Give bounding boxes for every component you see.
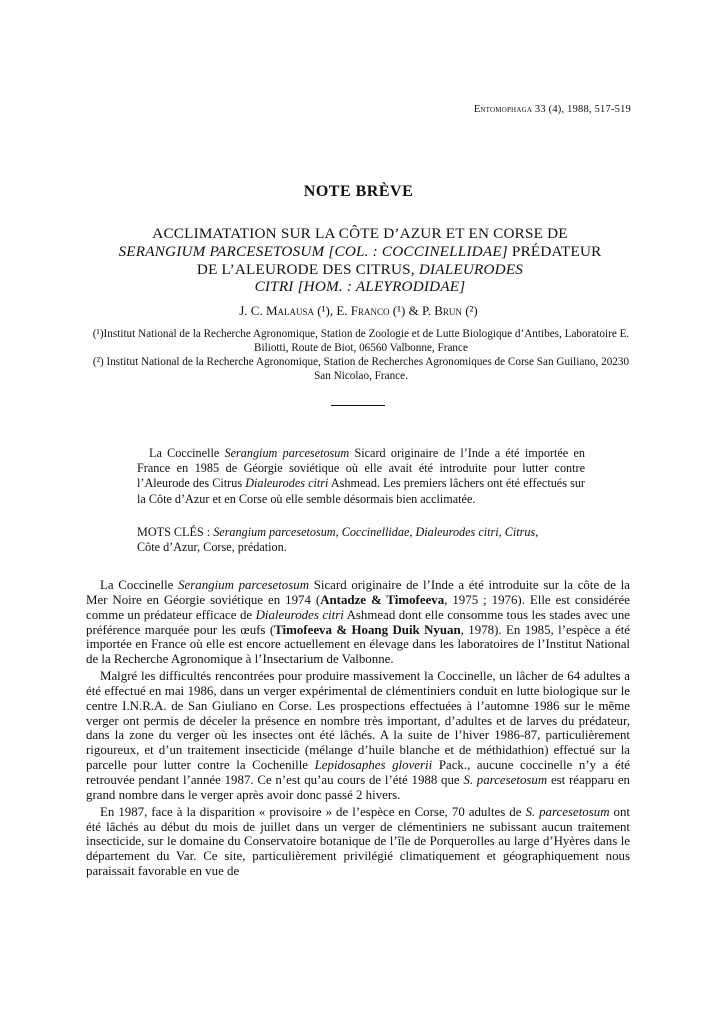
p3-species-1: S. parcesetosum xyxy=(525,804,610,819)
title-family-1: [COL. : COCCINELLIDAE] xyxy=(328,242,508,260)
title-family-2: [HOM. : ALEYRODIDAE] xyxy=(297,278,466,296)
p1-text-d: Ashmead dont elle consomme tous les stades avec une préférence marquée pour les œufs ( xyxy=(86,607,630,637)
keywords-italic: Serangium parcesetosum, Coccinellidae, Dialeurodes citri, Citrus, xyxy=(213,525,539,539)
author-3-initials: P. xyxy=(421,303,435,318)
abstract-text-2: Sicard originaire de l’Inde a été importée en France en 1985 de Géorgie soviétique où elle avait été introduite pour lutter contre l’Aleurode des Citrus xyxy=(137,446,585,491)
p2-species-2: S. parcesetosum xyxy=(463,772,548,787)
keywords-label: MOTS CLÉS : xyxy=(137,525,214,539)
title-genus: DIALEURODES xyxy=(418,260,524,278)
p1-species-1: Serangium parcesetosum xyxy=(178,578,310,592)
title-species: SERANGIUM PARCESETOSUM xyxy=(118,242,325,260)
author-2-name: Franco xyxy=(350,303,390,318)
author-2-initials: E. xyxy=(336,303,351,318)
title-species-2: CITRI xyxy=(254,278,294,296)
article-title xyxy=(80,225,640,296)
keywords-rest: Côte d’Azur, Corse, prédation. xyxy=(137,540,287,555)
author-1-initials: J. C. xyxy=(239,303,266,318)
note-label: NOTE BRÈVE xyxy=(303,183,414,200)
author-3-name: Brun xyxy=(434,303,462,318)
p1-text-e: , 1978). En 1985, l’espèce a été importée en France où elle est encore actuellement en élevage dans les laboratoires de l’Institut National de la Recherche Agronomique à l’Insectarium de Valbonne. xyxy=(86,622,630,667)
author-3-affil: (²) xyxy=(461,303,478,318)
p1-text-b: Sicard originaire de l’Inde a été introduite sur la côte de la Mer Noire en Géorgie soviétique en 1974 ( xyxy=(86,578,630,607)
abstract-paragraph xyxy=(137,446,585,507)
authors xyxy=(0,303,717,319)
body-paragraph-1 xyxy=(86,578,630,667)
body-text xyxy=(86,578,630,881)
title-line-1: ACCLIMATATION SUR LA CÔTE D’AZUR ET EN CORSE DE xyxy=(152,225,568,242)
abstract-species-1: Serangium parcesetosum xyxy=(224,446,350,460)
p1-reference-2: Timofeeva & Hoang Duik Nyuan xyxy=(274,622,461,637)
p1-species-2: Dialeurodes citri xyxy=(255,607,344,622)
separator-rule xyxy=(331,405,385,406)
abstract-text-3: Ashmead. Les premiers lâchers ont été effectués sur la Côte d’Azur et en Corse où elle semble désormais bien acclimatée. xyxy=(137,476,585,506)
p3-text-b: ont été lâchés au début du mois de juillet dans un verger de clémentiniers ne subissant aucun traitement insecticide, sur le domaine du Conservatoire botanique de l’île de Porquerolles au large d’Hyères dans le département du Var. Ce site, particulièrement privilégié climatiquement et géographiquement nous paraissait favorable en vue de xyxy=(86,804,630,879)
affiliation-1: (¹)Institut National de la Recherche Agronomique, Station de Zoologie et de Lutte Biologique d’Antibes, Laboratoire E. Biliotti, Route de Biot, 06560 Valbonne, France xyxy=(92,328,630,354)
p2-species-1: Lepidosaphes gloverii xyxy=(314,758,433,773)
author-2-affil: (¹) & xyxy=(389,303,422,318)
body-paragraph-3 xyxy=(86,805,630,879)
p2-text: Malgré les difficultés rencontrées pour produire massivement la Coccinelle, un lâcher de 64 adultes a été effectué en mai 1986, dans un verger expérimental de clémentiniers conduit en lutte biologique sur le centre I.N.R.A. de San Giuliano en Corse. Les prospections effectuées à l’automne 1986 sur le même verger ont permis de déceler la présence en nombre très important, d’adultes et de larves du prédateur, dans la zone du verger où les insectes ont été lâchés. A la suite de l’hiver 1986-87, particulièrement rigoureux, et d’un traitement insecticide (mélange d’huile blanche et de méthidathion) effectué sur la parcelle pour lutter contre la Cochenille xyxy=(86,669,630,773)
affiliation-2: (²) Institut National de la Recherche Agronomique, Station de Recherches Agronomiques de Corse San Guiliano, 20230 San Nicolao, France. xyxy=(92,356,630,382)
abstract-species-2: Dialeurodes citri xyxy=(245,476,329,491)
title-line-2-end: PRÉDATEUR xyxy=(507,242,602,260)
p2-text-c: est réapparu en grand nombre dans le verger après avoir donc passé 2 hivers. xyxy=(86,772,630,802)
journal-name: Entomophaga xyxy=(473,104,533,115)
p1-text: La Coccinelle xyxy=(100,578,179,592)
journal-citation xyxy=(474,104,631,115)
keywords xyxy=(137,525,585,555)
abstract-text-1: La Coccinelle xyxy=(149,446,225,460)
body-paragraph-2 xyxy=(86,669,630,803)
journal-volume-pages: 33 (4), 1988, 517-519 xyxy=(534,104,631,115)
p2-text-b: Pack., aucune coccinelle n’y a été retrouvée pendant l’année 1987. Ce n’est qu’au cours de l’été 1988 que xyxy=(86,758,631,787)
affiliations xyxy=(92,327,630,383)
title-line-3: DE L’ALEURODE DES CITRUS, xyxy=(196,260,419,278)
p1-text-c: , 1975 ; 1976). Elle est considérée comme un prédateur efficace de xyxy=(86,592,630,622)
author-1-affil: (¹), xyxy=(314,303,337,318)
author-1-name: Malausa xyxy=(265,303,315,318)
abstract xyxy=(137,446,585,507)
p1-reference-1: Antadze & Timofeeva xyxy=(320,592,445,607)
p3-text: En 1987, face à la disparition « provisoire » de l’espèce en Corse, 70 adultes de xyxy=(100,804,526,819)
